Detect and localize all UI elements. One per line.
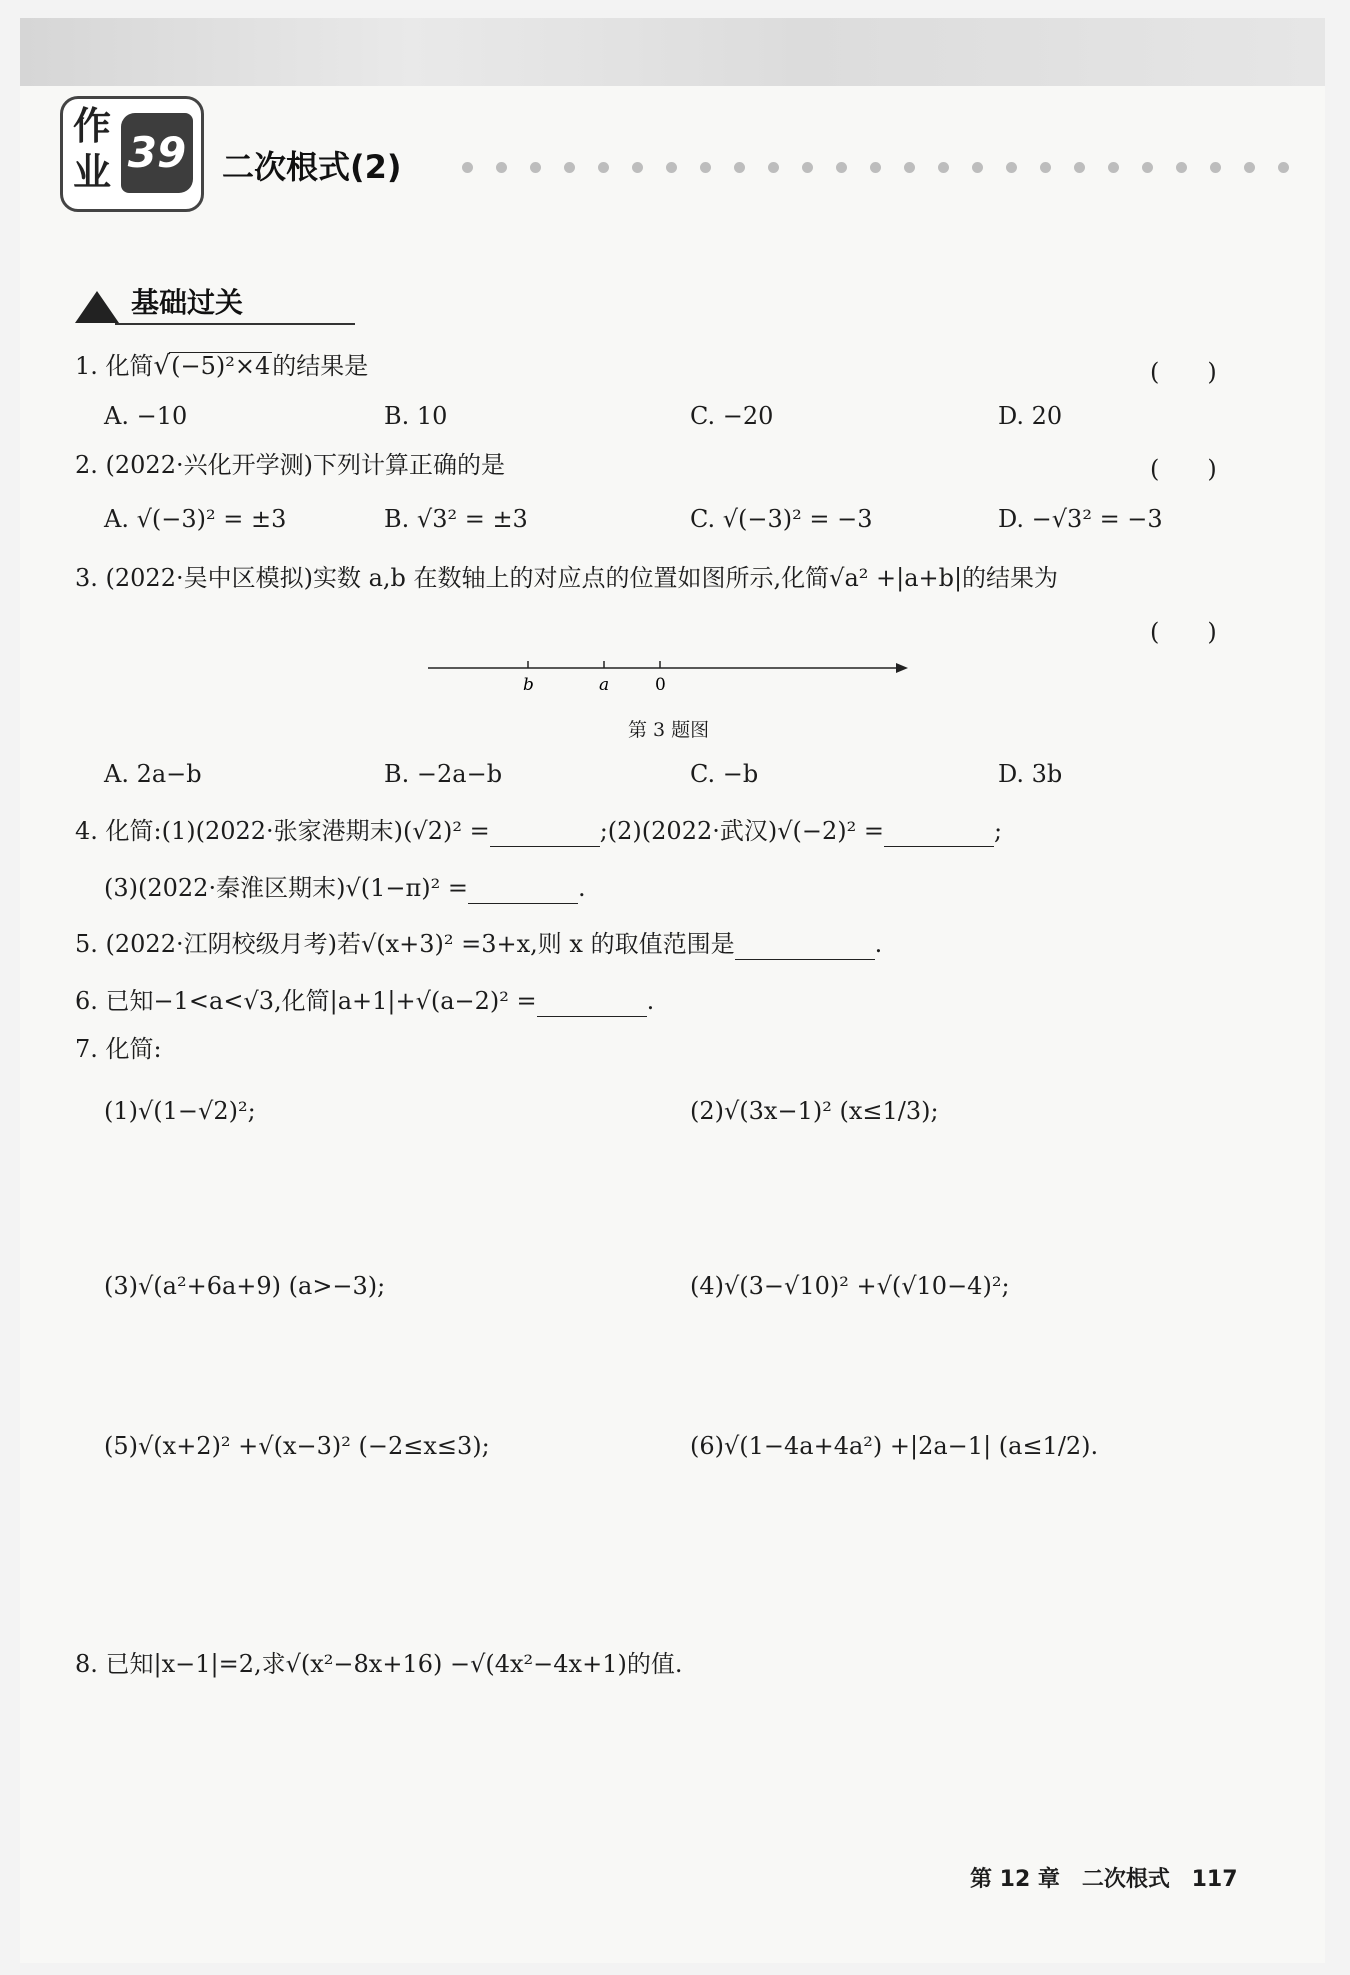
decorative-dot xyxy=(1108,162,1119,173)
question-6 xyxy=(75,985,654,1017)
decorative-dot xyxy=(938,162,949,173)
q1-text-a: 1. 化简 xyxy=(75,352,154,380)
question-3-stem: 3. (2022·吴中区模拟)实数 a,b 在数轴上的对应点的位置如图所示,化简√a² +|a+b|的结果为 xyxy=(75,564,1059,592)
question-5 xyxy=(75,928,882,960)
q6-blank[interactable] xyxy=(537,992,647,1017)
q7-part-4: (4)√(3−√10)² +√(√10−4)²; xyxy=(690,1272,1010,1300)
section-title: 基础过关 xyxy=(131,286,244,319)
q1-answer-paren[interactable]: ( ) xyxy=(1150,358,1217,386)
question-8: 8. 已知|x−1|=2,求√(x²−8x+16) −√(4x²−4x+1)的值. xyxy=(75,1650,683,1678)
decorative-dot xyxy=(1074,162,1085,173)
question-1-stem xyxy=(75,350,368,382)
decorative-dot xyxy=(1210,162,1221,173)
decorative-dot xyxy=(1006,162,1017,173)
decorative-dot xyxy=(1040,162,1051,173)
q2-option-a[interactable]: A. √(−3)² = ±3 xyxy=(104,505,287,533)
decorative-dot xyxy=(462,162,473,173)
q4-part-3-end: . xyxy=(577,874,586,902)
q2-option-b[interactable]: B. √3² = ±3 xyxy=(384,505,528,533)
q4-blank-1[interactable] xyxy=(490,822,600,847)
q3-answer-paren[interactable]: ( ) xyxy=(1150,618,1217,646)
q7-part-6: (6)√(1−4a+4a²) +|2a−1| (a≤1/2). xyxy=(690,1432,1099,1460)
q1-option-c[interactable]: C. −20 xyxy=(690,402,774,430)
question-4-line-1 xyxy=(75,815,1002,847)
section-underline xyxy=(115,323,355,325)
q7-part-5: (5)√(x+2)² +√(x−3)² (−2≤x≤3); xyxy=(104,1432,490,1460)
decorative-dot xyxy=(1278,162,1289,173)
radical-sign: √ xyxy=(153,351,171,381)
top-band xyxy=(20,18,1325,86)
decorative-dot xyxy=(870,162,881,173)
label-zero: 0 xyxy=(655,675,666,695)
q6-end: . xyxy=(646,987,655,1015)
decorative-dot xyxy=(530,162,541,173)
q7-part-2: (2)√(3x−1)² (x≤1/3); xyxy=(690,1097,939,1125)
badge-label xyxy=(73,103,123,203)
q7-part-3: (3)√(a²+6a+9) (a>−3); xyxy=(104,1272,386,1300)
q5-text: 5. (2022·江阴校级月考)若√(x+3)² =3+x,则 x 的取值范围是 xyxy=(75,930,735,958)
q1-option-d[interactable]: D. 20 xyxy=(998,402,1063,430)
decorative-dot xyxy=(734,162,745,173)
q4-part-3: (3)(2022·秦淮区期末)√(1−π)² = xyxy=(104,874,468,902)
page-footer xyxy=(970,1862,1238,1893)
decorative-dots xyxy=(462,162,1312,174)
badge-number: 39 xyxy=(121,113,193,193)
figure-caption: 第 3 题图 xyxy=(628,719,710,741)
q3-option-d[interactable]: D. 3b xyxy=(998,760,1063,788)
decorative-dot xyxy=(598,162,609,173)
q5-end: . xyxy=(874,930,883,958)
decorative-dot xyxy=(768,162,779,173)
decorative-dot xyxy=(1176,162,1187,173)
q2-answer-paren[interactable]: ( ) xyxy=(1150,455,1217,483)
decorative-dot xyxy=(904,162,915,173)
q7-part-1: (1)√(1−√2)²; xyxy=(104,1097,256,1125)
q1-option-b[interactable]: B. 10 xyxy=(384,402,448,430)
footer-chapter: 第 12 章 二次根式 xyxy=(970,1867,1170,1892)
q5-blank[interactable] xyxy=(735,935,875,960)
decorative-dot xyxy=(1142,162,1153,173)
axis-arrow-icon xyxy=(896,663,908,673)
q4-part-2-end: ; xyxy=(993,817,1003,845)
mountain-icon xyxy=(75,291,119,323)
q3-option-a[interactable]: A. 2a−b xyxy=(104,760,202,788)
q2-option-c[interactable]: C. √(−3)² = −3 xyxy=(690,505,873,533)
label-a: a xyxy=(599,675,610,695)
q1-option-a[interactable]: A. −10 xyxy=(104,402,188,430)
decorative-dot xyxy=(802,162,813,173)
question-4-line-2 xyxy=(104,872,586,904)
label-b: b xyxy=(523,675,534,695)
q4-part-1: 4. 化简:(1)(2022·张家港期末)(√2)² = xyxy=(75,817,490,845)
decorative-dot xyxy=(564,162,575,173)
assignment-badge xyxy=(60,96,204,212)
section-heading xyxy=(75,285,285,325)
decorative-dot xyxy=(1244,162,1255,173)
q6-text: 6. 已知−1<a<√3,化简|a+1|+√(a−2)² = xyxy=(75,987,537,1015)
lesson-title: 二次根式(2) xyxy=(222,148,402,186)
decorative-dot xyxy=(972,162,983,173)
number-line-figure xyxy=(428,656,908,696)
decorative-dot xyxy=(632,162,643,173)
question-2-stem: 2. (2022·兴化开学测)下列计算正确的是 xyxy=(75,451,505,479)
q4-part-2: ;(2)(2022·武汉)√(−2)² = xyxy=(599,817,884,845)
q4-blank-2[interactable] xyxy=(884,822,994,847)
page-number: 117 xyxy=(1191,1867,1238,1892)
q1-text-c: 的结果是 xyxy=(272,352,369,380)
q4-blank-3[interactable] xyxy=(468,879,578,904)
badge-label-top: 作 xyxy=(73,104,112,148)
decorative-dot xyxy=(836,162,847,173)
decorative-dot xyxy=(496,162,507,173)
badge-label-bottom: 业 xyxy=(73,150,112,194)
q1-radicand: (−5)²×4 xyxy=(171,352,271,380)
question-7-stem: 7. 化简: xyxy=(75,1035,162,1063)
q2-option-d[interactable]: D. −√3² = −3 xyxy=(998,505,1163,533)
q3-option-c[interactable]: C. −b xyxy=(690,760,759,788)
q3-option-b[interactable]: B. −2a−b xyxy=(384,760,503,788)
decorative-dot xyxy=(700,162,711,173)
decorative-dot xyxy=(666,162,677,173)
